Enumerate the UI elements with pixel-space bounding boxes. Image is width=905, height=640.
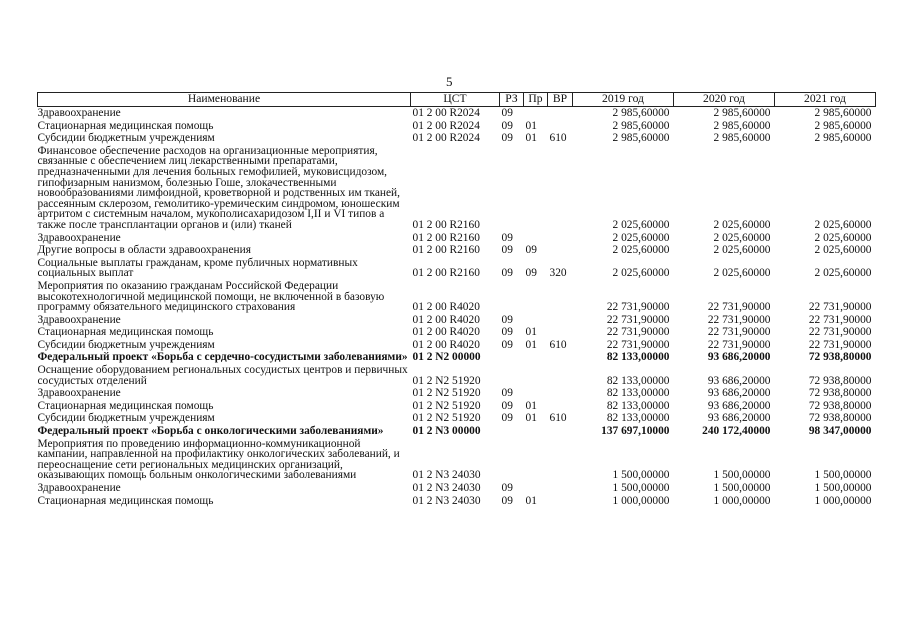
row-name: Здравоохранение bbox=[37, 387, 121, 400]
row-pr: 09 bbox=[525, 244, 537, 257]
table-row bbox=[38, 326, 876, 339]
row-2021: 98 347,00000 bbox=[808, 425, 872, 438]
row-2019: 82 133,00000 bbox=[606, 351, 670, 364]
row-name: Стационарная медицинская помощь bbox=[37, 399, 214, 412]
row-cst: 01 2 00 R2024 bbox=[412, 132, 480, 145]
row-name: Социальные выплаты гражданам, кроме публичных нормативных социальных выплат bbox=[37, 256, 358, 280]
row-2019: 22 731,90000 bbox=[606, 338, 670, 351]
row-rz bbox=[500, 364, 524, 387]
row-2021: 2 025,60000 bbox=[814, 267, 872, 280]
row-2021: 1 500,00000 bbox=[814, 469, 872, 482]
row-2021: 22 731,90000 bbox=[808, 313, 872, 326]
row-name: Другие вопросы в области здравоохранения bbox=[37, 244, 251, 257]
row-name: Здравоохранение bbox=[37, 107, 121, 119]
row-2020: 93 686,20000 bbox=[707, 351, 771, 364]
row-name: Здравоохранение bbox=[37, 482, 121, 494]
row-2019: 22 731,90000 bbox=[606, 326, 670, 339]
row-pr bbox=[524, 482, 548, 495]
row-rz: 09 bbox=[501, 338, 513, 351]
row-cst: 01 2 00 R4020 bbox=[412, 326, 480, 339]
row-pr bbox=[524, 351, 548, 364]
table-header-row bbox=[38, 93, 876, 107]
row-cst: 01 2 N2 51920 bbox=[412, 374, 481, 387]
row-name: Стационарная медицинская помощь bbox=[37, 494, 214, 507]
row-name: Стационарная медицинская помощь bbox=[37, 119, 214, 132]
row-rz: 09 bbox=[501, 231, 513, 244]
row-2020: 2 985,60000 bbox=[713, 119, 771, 132]
row-name: Субсидии бюджетным учреждениям bbox=[37, 132, 215, 145]
row-2021: 72 938,80000 bbox=[808, 351, 872, 364]
row-cst: 01 2 00 R4020 bbox=[412, 338, 480, 351]
row-2021: 72 938,80000 bbox=[808, 374, 872, 387]
row-name: Мероприятия по оказанию гражданам Российской Федерации высокотехнологичной медицинской помощи, не включенной в базовую программу обязательного медицинского страхования bbox=[37, 279, 385, 314]
row-2021: 2 025,60000 bbox=[814, 218, 872, 231]
row-rz: 09 bbox=[501, 494, 513, 507]
row-2020: 2 025,60000 bbox=[713, 267, 771, 280]
row-rz: 09 bbox=[501, 119, 513, 132]
row-rz bbox=[500, 438, 524, 482]
row-2020: 2 985,60000 bbox=[713, 107, 771, 119]
row-name: Мероприятия по проведению информационно-коммуникационной кампании, направленной на профилактику онкологических заболеваний, и переоснащение сети региональных медицинских организаций, оказывающих помощь больным онкологическими заболеваниями bbox=[37, 437, 400, 482]
row-pr: 01 bbox=[525, 326, 537, 339]
row-2020: 1 500,00000 bbox=[713, 482, 771, 494]
row-2019: 2 985,60000 bbox=[612, 132, 670, 145]
row-rz: 09 bbox=[501, 326, 513, 339]
table-row bbox=[38, 482, 876, 495]
row-cst: 01 2 N3 24030 bbox=[412, 482, 481, 494]
row-2020: 2 025,60000 bbox=[713, 231, 771, 244]
row-vr bbox=[548, 387, 573, 400]
row-2019: 1 000,00000 bbox=[612, 494, 670, 507]
row-2019: 82 133,00000 bbox=[606, 387, 670, 400]
row-2020: 22 731,90000 bbox=[707, 326, 771, 339]
table-row bbox=[38, 339, 876, 352]
row-vr bbox=[548, 425, 573, 438]
row-pr: 01 bbox=[525, 399, 537, 412]
row-cst: 01 2 N2 00000 bbox=[412, 351, 481, 364]
header-2021: 2021 год bbox=[775, 93, 876, 107]
row-vr: 610 bbox=[549, 338, 567, 351]
row-pr bbox=[524, 145, 548, 232]
table-row bbox=[38, 438, 876, 482]
table-row bbox=[38, 314, 876, 327]
header-vr: ВР bbox=[548, 93, 573, 107]
row-2021: 1 000,00000 bbox=[814, 494, 872, 507]
table-row bbox=[38, 232, 876, 245]
table-row bbox=[38, 145, 876, 232]
row-2020: 2 025,60000 bbox=[713, 218, 771, 231]
row-name: Здравоохранение bbox=[37, 231, 121, 244]
row-vr bbox=[548, 145, 573, 232]
row-2021: 22 731,90000 bbox=[808, 338, 872, 351]
row-pr bbox=[524, 364, 548, 387]
row-vr: 610 bbox=[549, 132, 567, 145]
table-row bbox=[38, 387, 876, 400]
row-2019: 2 025,60000 bbox=[612, 218, 670, 231]
row-2020: 2 025,60000 bbox=[713, 244, 771, 257]
row-vr bbox=[548, 232, 573, 245]
row-name: Федеральный проект «Борьба с сердечно-сосудистыми заболеваниями» bbox=[37, 351, 408, 364]
row-name: Субсидии бюджетным учреждениям bbox=[37, 338, 215, 351]
row-2019: 1 500,00000 bbox=[612, 482, 670, 494]
row-2019: 82 133,00000 bbox=[606, 374, 670, 387]
table-row bbox=[38, 495, 876, 508]
row-pr: 01 bbox=[525, 412, 537, 425]
row-pr bbox=[524, 232, 548, 245]
row-2020: 22 731,90000 bbox=[707, 313, 771, 326]
row-cst: 01 2 00 R2160 bbox=[412, 218, 480, 231]
row-vr bbox=[548, 107, 573, 120]
table-row bbox=[38, 244, 876, 257]
row-2019: 2 985,60000 bbox=[612, 107, 670, 119]
row-rz: 09 bbox=[501, 412, 513, 425]
row-2020: 22 731,90000 bbox=[707, 301, 771, 314]
row-vr: 320 bbox=[549, 267, 567, 280]
row-rz bbox=[500, 351, 524, 364]
row-vr bbox=[548, 364, 573, 387]
row-rz: 09 bbox=[501, 132, 513, 145]
row-pr bbox=[524, 107, 548, 120]
header-rz: РЗ bbox=[500, 93, 524, 107]
row-name: Стационарная медицинская помощь bbox=[37, 326, 214, 339]
row-cst: 01 2 00 R2024 bbox=[412, 107, 480, 119]
row-2021: 2 025,60000 bbox=[814, 231, 872, 244]
row-2019: 137 697,10000 bbox=[601, 425, 670, 438]
row-2020: 93 686,20000 bbox=[707, 374, 771, 387]
row-2020: 93 686,20000 bbox=[707, 412, 771, 425]
header-name: Наименование bbox=[38, 93, 411, 107]
row-cst: 01 2 00 R2024 bbox=[412, 119, 480, 132]
page-number: 5 bbox=[446, 74, 453, 89]
row-2020: 93 686,20000 bbox=[707, 387, 771, 400]
row-cst: 01 2 N3 00000 bbox=[412, 425, 481, 438]
row-2019: 2 025,60000 bbox=[612, 244, 670, 257]
row-2020: 22 731,90000 bbox=[707, 338, 771, 351]
row-pr bbox=[524, 280, 548, 314]
row-vr bbox=[548, 244, 573, 257]
row-cst: 01 2 00 R4020 bbox=[412, 313, 480, 326]
row-name: Финансовое обеспечение расходов на организационные мероприятия, связанные с обеспечением лиц лекарственными препаратами, предназначенными для лечения больных гемофилией, муковисцидозом, гипофизарным нанизмом, болезнью Гоше, злокачественными новообразованиями лимфоидной, кроветворной и родственных им тканей, рассеянным склерозом, гемолитико-уремическим синдромом, юношеским артритом с системным началом, мукополисахаридозом I,II и VI типов а также после трансплантации органов и (или) тканей bbox=[37, 144, 400, 231]
header-pr: Пр bbox=[524, 93, 548, 107]
table-row bbox=[38, 351, 876, 364]
table-row bbox=[38, 412, 876, 425]
row-cst: 01 2 N2 51920 bbox=[412, 399, 481, 412]
row-vr bbox=[548, 438, 573, 482]
table-row bbox=[38, 280, 876, 314]
row-name: Оснащение оборудованием региональных сосудистых центров и первичных сосудистых отделений bbox=[37, 364, 408, 387]
row-pr: 01 bbox=[525, 338, 537, 351]
row-vr bbox=[548, 482, 573, 495]
row-vr bbox=[548, 495, 573, 508]
row-vr bbox=[548, 400, 573, 413]
row-pr bbox=[524, 438, 548, 482]
header-cst: ЦСТ bbox=[411, 93, 500, 107]
row-2019: 22 731,90000 bbox=[606, 313, 670, 326]
row-pr: 01 bbox=[525, 132, 537, 145]
row-vr bbox=[548, 326, 573, 339]
row-rz: 09 bbox=[501, 267, 513, 280]
row-cst: 01 2 00 R2160 bbox=[412, 231, 480, 244]
row-pr bbox=[524, 314, 548, 327]
row-rz bbox=[500, 280, 524, 314]
table-row bbox=[38, 120, 876, 133]
row-2021: 72 938,80000 bbox=[808, 399, 872, 412]
row-rz: 09 bbox=[501, 313, 513, 326]
row-2021: 22 731,90000 bbox=[808, 301, 872, 314]
table-body bbox=[38, 107, 876, 508]
row-2020: 93 686,20000 bbox=[707, 399, 771, 412]
header-2020: 2020 год bbox=[674, 93, 775, 107]
row-cst: 01 2 00 R2160 bbox=[412, 267, 480, 280]
budget-table bbox=[37, 92, 876, 507]
row-2019: 1 500,00000 bbox=[612, 469, 670, 482]
row-name: Субсидии бюджетным учреждениям bbox=[37, 412, 215, 425]
row-vr: 610 bbox=[549, 412, 567, 425]
row-2020: 2 985,60000 bbox=[713, 132, 771, 145]
header-2019: 2019 год bbox=[573, 93, 674, 107]
row-vr bbox=[548, 351, 573, 364]
row-2020: 240 172,40000 bbox=[702, 425, 771, 438]
row-2019: 2 985,60000 bbox=[612, 119, 670, 132]
row-pr bbox=[524, 387, 548, 400]
row-rz: 09 bbox=[501, 107, 513, 119]
row-2021: 72 938,80000 bbox=[808, 387, 872, 400]
row-rz: 09 bbox=[501, 387, 513, 400]
row-2021: 72 938,80000 bbox=[808, 412, 872, 425]
table-row bbox=[38, 132, 876, 145]
row-cst: 01 2 00 R4020 bbox=[412, 301, 480, 314]
row-2021: 22 731,90000 bbox=[808, 326, 872, 339]
table-row bbox=[38, 107, 876, 120]
row-pr: 01 bbox=[525, 494, 537, 507]
table-row bbox=[38, 400, 876, 413]
row-name: Здравоохранение bbox=[37, 313, 121, 326]
row-pr bbox=[524, 425, 548, 438]
row-2021: 2 025,60000 bbox=[814, 244, 872, 257]
row-vr bbox=[548, 314, 573, 327]
row-pr: 09 bbox=[525, 267, 537, 280]
row-name: Федеральный проект «Борьба с онкологическими заболеваниями» bbox=[37, 425, 384, 438]
row-2021: 2 985,60000 bbox=[814, 132, 872, 145]
row-2019: 2 025,60000 bbox=[612, 231, 670, 244]
row-cst: 01 2 N3 24030 bbox=[412, 494, 481, 507]
row-2021: 2 985,60000 bbox=[814, 107, 872, 119]
row-vr bbox=[548, 120, 573, 133]
row-rz: 09 bbox=[501, 399, 513, 412]
row-cst: 01 2 00 R2160 bbox=[412, 244, 480, 257]
table-row bbox=[38, 364, 876, 387]
row-vr bbox=[548, 280, 573, 314]
row-2019: 2 025,60000 bbox=[612, 267, 670, 280]
row-2019: 82 133,00000 bbox=[606, 412, 670, 425]
row-2019: 22 731,90000 bbox=[606, 301, 670, 314]
row-2021: 2 985,60000 bbox=[814, 119, 872, 132]
row-2020: 1 000,00000 bbox=[713, 494, 771, 507]
row-rz: 09 bbox=[501, 482, 513, 494]
table-row bbox=[38, 425, 876, 438]
table-row bbox=[38, 257, 876, 280]
row-pr: 01 bbox=[525, 119, 537, 132]
row-rz bbox=[500, 145, 524, 232]
row-2020: 1 500,00000 bbox=[713, 469, 771, 482]
row-cst: 01 2 N3 24030 bbox=[412, 469, 481, 482]
row-2019: 82 133,00000 bbox=[606, 399, 670, 412]
row-cst: 01 2 N2 51920 bbox=[412, 412, 481, 425]
row-2021: 1 500,00000 bbox=[814, 482, 872, 494]
row-cst: 01 2 N2 51920 bbox=[412, 387, 481, 400]
row-rz: 09 bbox=[501, 244, 513, 257]
row-rz bbox=[500, 425, 524, 438]
